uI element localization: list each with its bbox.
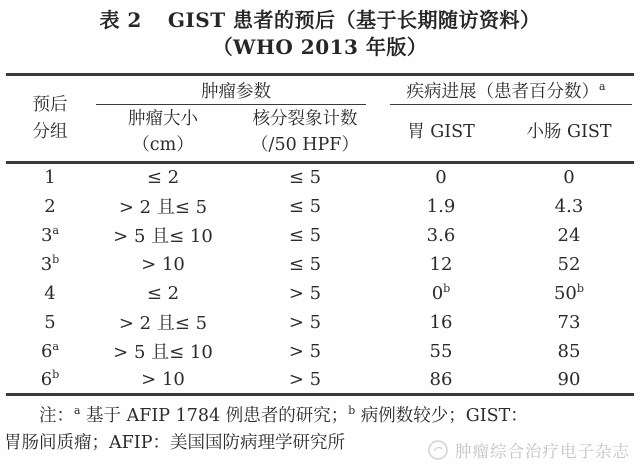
title-table-number: 表 2 <box>99 8 142 32</box>
title-line-1 <box>0 7 640 34</box>
cell-mitotic-count: ≤ 5 <box>288 224 322 246</box>
header-gastric-gist: 胃 GIST <box>407 122 475 143</box>
cell-gastric-gist: 55 <box>429 340 453 362</box>
cell-gastric-gist: 86 <box>378 366 504 395</box>
cell-gastric-gist: 0 <box>378 163 504 192</box>
header-group-row <box>6 75 634 105</box>
cell-mitotic-count: > 5 <box>288 340 322 362</box>
header-small-intestine-gist: 小肠 GIST <box>526 122 612 143</box>
footnote-line-2: 胃肠间质瘤；AFIP：美国国防病理学研究所 <box>4 433 345 453</box>
table-row <box>6 250 634 279</box>
table-row <box>6 308 634 337</box>
table-row <box>6 366 634 395</box>
header-prognostic-group-line2: 分组 <box>32 121 68 142</box>
cell-small-intestine-gist: 90 <box>504 366 634 395</box>
header-tumor-size: 肿瘤大小 （cm） <box>128 109 198 155</box>
cell-tumor-size: > 5 且≤ 10 <box>113 342 213 363</box>
cell-mitotic-count: > 5 <box>288 282 322 304</box>
cell-mitotic-count: > 5 <box>232 366 378 395</box>
cell-prognostic-group: 4 <box>44 282 56 304</box>
cell-mitotic-count: > 5 <box>288 311 322 333</box>
table-row <box>6 221 634 250</box>
cell-small-intestine-gist: 24 <box>557 224 581 246</box>
cell-tumor-size: > 5 且≤ 10 <box>113 226 213 247</box>
cell-prognostic-group: 3$^b$ <box>40 252 60 275</box>
journal-logo-icon <box>427 439 449 461</box>
cell-small-intestine-gist: 50$^b$ <box>553 281 585 304</box>
cell-tumor-size: > 10 <box>94 366 232 395</box>
cell-gastric-gist: 3.6 <box>426 224 456 246</box>
cell-tumor-size: ≤ 2 <box>146 282 180 304</box>
header-prognostic-group-line1: 预后 <box>32 95 68 116</box>
cell-gastric-gist: 12 <box>429 253 453 275</box>
header-sub-row <box>6 105 634 163</box>
group-tumor-label: 肿瘤参数 <box>201 81 271 102</box>
header-mitotic-count: 核分裂象计数 （/50 HPF） <box>251 109 359 155</box>
table-title <box>0 0 640 61</box>
title-main: GIST 患者的预后（基于长期随访资料） <box>167 8 541 32</box>
table-row <box>6 163 634 192</box>
cell-prognostic-group: 2 <box>44 195 56 217</box>
footnote-line-1: 注：$^a$ 基于 AFIP 1784 例患者的研究；$^b$ 病例数较少；GIST： <box>39 404 528 426</box>
cell-prognostic-group: 3$^a$ <box>40 223 60 246</box>
cell-small-intestine-gist: 0 <box>504 163 634 192</box>
cell-prognostic-group: 6$^b$ <box>6 366 94 395</box>
cell-small-intestine-gist: 52 <box>557 253 581 275</box>
cell-tumor-size: ≤ 2 <box>94 163 232 192</box>
table-row <box>6 279 634 308</box>
group-progress-sup: a <box>599 79 606 93</box>
table-row <box>6 337 634 366</box>
cell-tumor-size: > 2 且≤ 5 <box>118 197 208 218</box>
cell-small-intestine-gist: 85 <box>557 340 581 362</box>
cell-mitotic-count: ≤ 5 <box>232 163 378 192</box>
cell-gastric-gist: 0$^b$ <box>431 281 451 304</box>
cell-tumor-size: > 2 且≤ 5 <box>118 313 208 334</box>
journal-watermark-label: 肿瘤综合治疗电子杂志 <box>455 442 630 461</box>
group-progress-label: 疾病进展（患者百分数） <box>406 81 600 102</box>
cell-gastric-gist: 16 <box>429 311 453 333</box>
header-prognostic-group <box>6 75 94 163</box>
cell-mitotic-count: ≤ 5 <box>288 195 322 217</box>
table-row <box>6 192 634 221</box>
cell-prognostic-group: 1 <box>6 163 94 192</box>
cell-prognostic-group: 6$^a$ <box>40 339 60 362</box>
cell-small-intestine-gist: 4.3 <box>554 195 584 217</box>
cell-mitotic-count: ≤ 5 <box>288 253 322 275</box>
cell-prognostic-group: 5 <box>44 311 56 333</box>
cell-tumor-size: > 10 <box>141 253 185 275</box>
title-line-2: （WHO 2013 年版） <box>212 35 428 59</box>
cell-gastric-gist: 1.9 <box>426 195 456 217</box>
gist-prognosis-table <box>6 73 634 396</box>
journal-watermark <box>427 438 630 462</box>
cell-small-intestine-gist: 73 <box>557 311 581 333</box>
header-group-tumor-parameters <box>94 75 378 105</box>
header-group-disease-progression <box>378 75 634 105</box>
